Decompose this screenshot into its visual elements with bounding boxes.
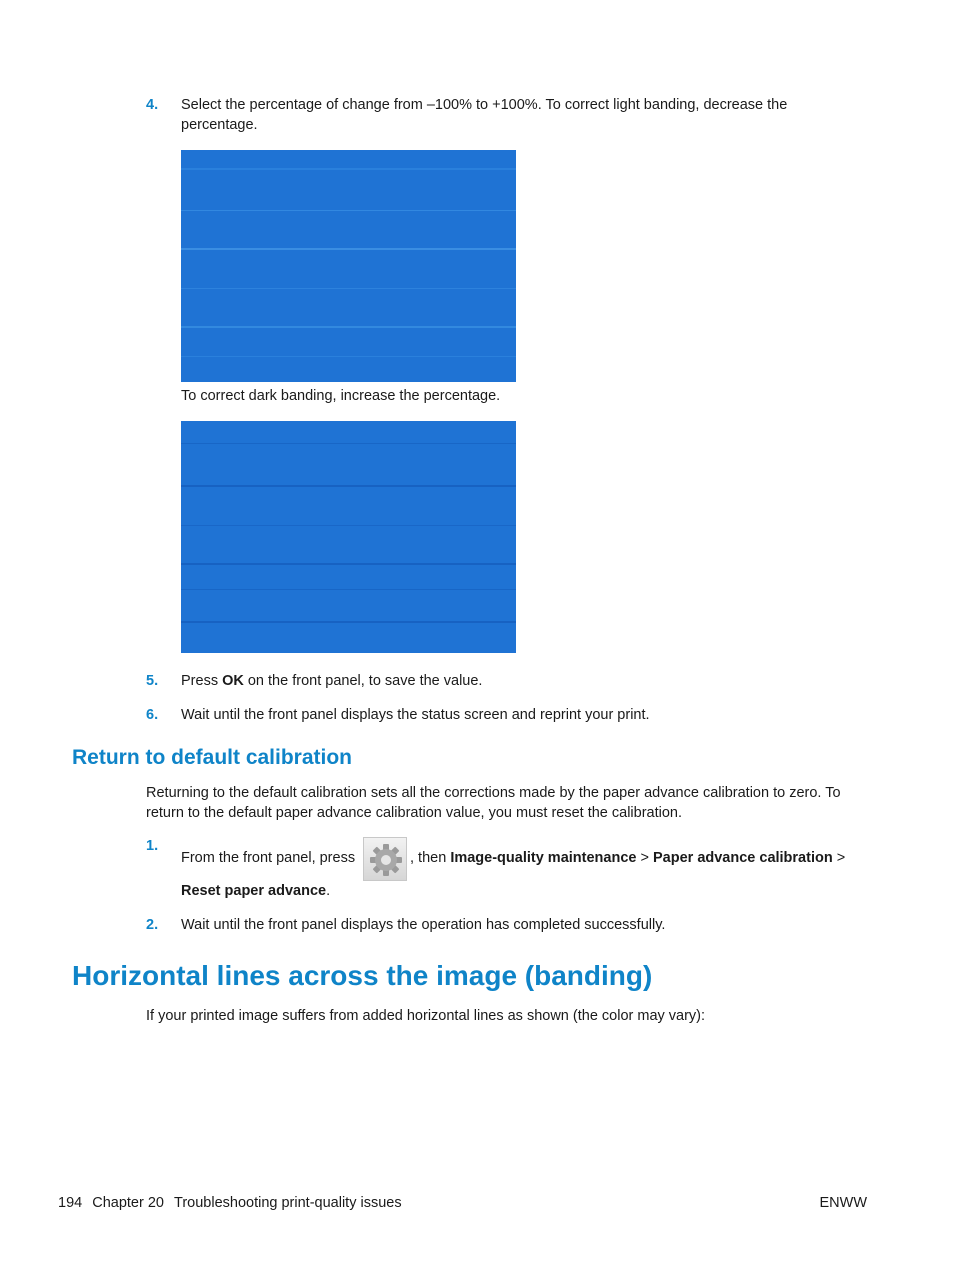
light-banding-image [181, 150, 516, 382]
step-number-5: 5. [146, 673, 159, 689]
footer-right: ENWW [819, 1195, 867, 1211]
settings-gear-icon [363, 837, 407, 881]
step-5-pre: Press [181, 673, 223, 689]
step-1-text-line1b [410, 848, 860, 868]
banding-intro: If your printed image suffers from added horizontal lines as shown (the color may vary): [146, 1008, 706, 1024]
menu-path-image-quality: Image-quality maintenance [450, 850, 637, 866]
step-1-text-line2 [181, 881, 330, 901]
step-6-text: Wait until the front panel displays the status screen and reprint your print. [181, 707, 650, 723]
step-1-text-line1 [181, 848, 355, 868]
step-1-pre: From the front panel, press [181, 850, 356, 866]
banding-heading: Horizontal lines across the image (banding) [72, 960, 653, 991]
step-5-post: on the front panel, to save the value. [243, 673, 483, 689]
menu-path-paper-advance: Paper advance calibration [652, 850, 833, 866]
step-2-text: Wait until the front panel displays the operation has completed successfully. [181, 917, 666, 933]
page-number: 194 [58, 1195, 83, 1211]
step-5-text [181, 671, 482, 691]
step-number-2: 2. [146, 917, 159, 933]
dark-banding-caption: To correct dark banding, increase the percentage. [181, 388, 501, 404]
footer-chapter: Chapter 20 [92, 1195, 164, 1211]
footer-chapter-title: Troubleshooting print-quality issues [174, 1195, 402, 1211]
step-number-4: 4. [146, 97, 159, 113]
menu-path-reset: Reset paper advance [181, 883, 327, 899]
return-default-intro: Returning to the default calibration sets all the corrections made by the paper advance calibration to zero. To return to the default paper advance calibration value, you must reset the calibration. [146, 785, 841, 821]
footer-left [58, 1193, 402, 1213]
step-4-text: Select the percentage of change from –100% to +100%. To correct light banding, decrease the percentage. [181, 97, 788, 133]
step-number-1: 1. [146, 838, 159, 854]
step-1-end: . [326, 883, 331, 899]
step-number-6: 6. [146, 707, 159, 723]
dark-banding-image [181, 421, 516, 653]
path-separator: > [636, 850, 653, 866]
path-separator: > [832, 850, 846, 866]
step-1-mid: , then [410, 850, 451, 866]
ok-label: OK [222, 673, 244, 689]
return-default-heading: Return to default calibration [72, 746, 353, 769]
